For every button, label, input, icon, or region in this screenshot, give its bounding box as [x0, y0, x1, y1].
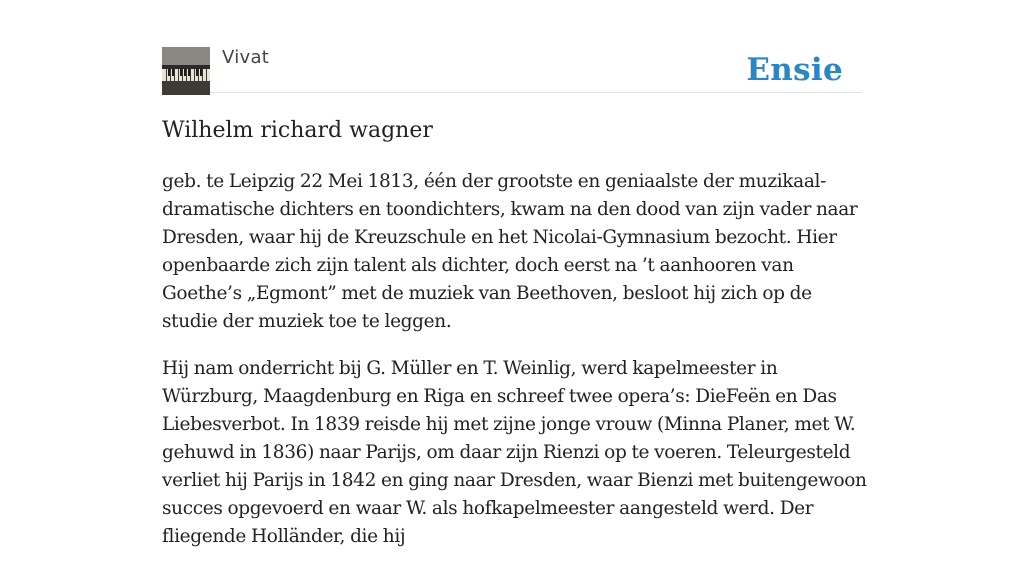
site-header: [162, 46, 862, 93]
article-paragraph: Hij nam onderricht bij G. Müller en T. Weinlig, werd kapelmeester in Würzburg, Maagdenburg en Riga en schreef twee opera’s: DieFeën en Das Liebesverbot. In 1839 reisde hij met zijne jonge vrouw (Minna Planer, met W. gehuwd in 1836) naar Parijs, om daar zijn Rienzi op te voeren. Teleurgesteld verliet hij Parijs in 1842 en ging naar Dresden, waar Bienzi met buitengewoon succes opgevoerd en waar W. als hofkapelmeester aangesteld werd. Der fliegende Holländer, die hij: [162, 358, 867, 547]
article-paragraph: geb. te Leipzig 22 Mei 1813, één der grootste en geniaalste der muzikaal-dramatische dichters en toondichters, kwam na den dood van zijn vader naar Dresden, waar hij de Kreuzschule en het Nicolai-Gymnasium bezocht. Hier openbaarde zich zijn talent als dichter, doch eerst na ’t aanhooren van Goethe’s „Egmont” met de muziek van Beethoven, besloot hij zich op de studie der muziek toe te leggen.: [162, 171, 858, 332]
article-body: [162, 168, 868, 570]
brand-logo[interactable]: Ensie: [746, 52, 843, 88]
article-title: Wilhelm richard wagner: [162, 118, 433, 143]
source-name[interactable]: Vivat: [222, 47, 270, 68]
piano-keys-avatar-icon[interactable]: [162, 47, 210, 95]
